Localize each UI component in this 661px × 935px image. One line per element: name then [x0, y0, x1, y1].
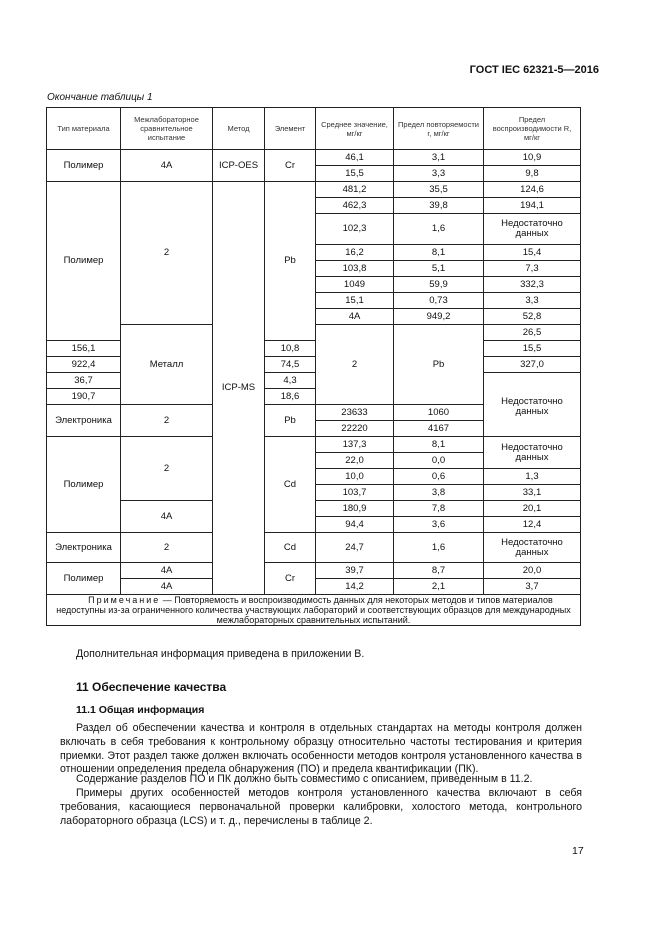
col-interlab-test: Межлабораторное сравнительное испытание	[121, 108, 213, 150]
R-cell: 1,3	[484, 469, 581, 485]
test-cell: 4A	[316, 309, 394, 325]
r-cell: 3,1	[394, 150, 484, 166]
R-cell: Недостаточно данных	[484, 214, 581, 245]
r-cell: 1,6	[394, 533, 484, 563]
col-method: Метод	[213, 108, 265, 150]
table-note-row	[47, 595, 581, 626]
note-text: — Повторяемость и воспроизводимость данных для некоторых методов и типов материалов недоступны из-за ограниченного количества участвующих лабораторий и соответствующих образцов для международных межлабораторных сравнительных испытаний.	[56, 595, 571, 625]
r-cell: 1,6	[394, 214, 484, 245]
R-cell: 10,9	[484, 150, 581, 166]
material-cell: Полимер	[47, 563, 121, 595]
test-cell: 2	[121, 182, 213, 325]
method-cell: ICP-MS	[213, 182, 265, 595]
element-cell: Pb	[265, 182, 316, 341]
col-element: Элемент	[265, 108, 316, 150]
R-cell: 332,3	[484, 277, 581, 293]
R-cell: Недостаточно данных	[484, 373, 581, 437]
r-cell: 7,8	[394, 501, 484, 517]
r-cell: 52,8	[484, 309, 581, 325]
test-cell: 2	[121, 533, 213, 563]
mean-cell: 180,9	[316, 501, 394, 517]
element-cell: Cd	[265, 437, 316, 533]
table-row	[47, 533, 581, 563]
r-cell: 0,73	[394, 293, 484, 309]
mean-cell: 22,0	[316, 453, 394, 469]
r-cell: 0,6	[394, 469, 484, 485]
r-cell: 3,8	[394, 485, 484, 501]
note-label: Примечание	[88, 595, 161, 605]
mean-cell: 15,1	[316, 293, 394, 309]
table-row	[47, 182, 581, 198]
r-cell: 74,5	[265, 357, 316, 373]
r-cell: 4,3	[265, 373, 316, 389]
test-cell: 4A	[121, 579, 213, 595]
r-cell: 8,7	[394, 563, 484, 579]
mean-cell: 462,3	[316, 198, 394, 214]
test-cell: 4A	[121, 150, 213, 182]
R-cell: Недостаточно данных	[484, 437, 581, 469]
mean-cell: 36,7	[47, 373, 121, 389]
table-row	[47, 437, 581, 453]
material-cell: Полимер	[47, 182, 121, 341]
col-mean-value: Среднее значение, мг/кг	[316, 108, 394, 150]
r-cell: 59,9	[394, 277, 484, 293]
material-cell: Металл	[121, 325, 213, 405]
mean-cell: 190,7	[47, 389, 121, 405]
mean-cell: 481,2	[316, 182, 394, 198]
mean-cell: 16,2	[316, 245, 394, 261]
element-cell: Cd	[265, 533, 316, 563]
table-caption: Окончание таблицы 1	[47, 92, 153, 103]
R-cell: 20,0	[484, 563, 581, 579]
material-cell: Полимер	[47, 150, 121, 182]
mean-cell: 137,3	[316, 437, 394, 453]
r-cell: 4167	[394, 421, 484, 437]
element-cell: Cr	[265, 150, 316, 182]
mean-cell: 10,0	[316, 469, 394, 485]
mean-cell: 949,2	[394, 309, 484, 325]
table-row	[47, 150, 581, 166]
mean-cell: 15,5	[316, 166, 394, 182]
mean-cell: 26,5	[484, 325, 581, 341]
mean-cell: 22220	[316, 421, 394, 437]
R-cell: 9,8	[484, 166, 581, 182]
mean-cell: 24,7	[316, 533, 394, 563]
R-cell: 15,5	[484, 341, 581, 357]
subsection-title: 11.1 Общая информация	[76, 704, 205, 716]
R-cell: 33,1	[484, 485, 581, 501]
mean-cell: 922,4	[47, 357, 121, 373]
section-title: 11 Обеспечение качества	[76, 680, 227, 694]
element-cell: Pb	[394, 325, 484, 405]
mean-cell: 14,2	[316, 579, 394, 595]
material-cell: Электроника	[47, 405, 121, 437]
method-cell: ICP-OES	[213, 150, 265, 182]
mean-cell: 39,7	[316, 563, 394, 579]
material-cell: Электроника	[47, 533, 121, 563]
R-cell: 194,1	[484, 198, 581, 214]
element-cell: Pb	[265, 405, 316, 437]
R-cell: 124,6	[484, 182, 581, 198]
r-cell: 3,3	[394, 166, 484, 182]
col-reproducibility: Предел воспроизводимости R, мг/кг	[484, 108, 581, 150]
mean-cell: 94,4	[316, 517, 394, 533]
material-cell: Полимер	[47, 437, 121, 533]
table-note	[47, 595, 581, 626]
col-material-type: Тип материала	[47, 108, 121, 150]
R-cell: 3,7	[484, 579, 581, 595]
mean-cell: 1049	[316, 277, 394, 293]
R-cell: 7,3	[484, 261, 581, 277]
mean-cell: 46,1	[316, 150, 394, 166]
mean-cell: 103,8	[316, 261, 394, 277]
mean-cell: 103,7	[316, 485, 394, 501]
results-table	[46, 107, 581, 626]
r-cell: 5,1	[394, 261, 484, 277]
R-cell: 327,0	[484, 357, 581, 373]
paragraph: Примеры других особенностей методов контроля установленного качества включают в себя требования, касающиеся первоначальной проверки калибровки, холостого метода, контрольного лабораторного образца (LCS) и т. д., перечислены в таблице 2.	[60, 787, 582, 827]
element-cell: Cr	[265, 563, 316, 595]
test-cell: 2	[316, 325, 394, 405]
r-cell: 10,8	[265, 341, 316, 357]
R-cell: 12,4	[484, 517, 581, 533]
test-cell: 2	[121, 437, 213, 501]
r-cell: 1060	[394, 405, 484, 421]
appendix-reference: Дополнительная информация приведена в приложении В.	[76, 648, 365, 660]
R-cell: 3,3	[484, 293, 581, 309]
test-cell: 2	[121, 405, 213, 437]
col-repeatability: Предел повторяемости r, мг/кг	[394, 108, 484, 150]
mean-cell: 23633	[316, 405, 394, 421]
r-cell: 0,0	[394, 453, 484, 469]
r-cell: 35,5	[394, 182, 484, 198]
table-header-row	[47, 108, 581, 150]
test-cell: 4A	[121, 563, 213, 579]
mean-cell: 102,3	[316, 214, 394, 245]
r-cell: 39,8	[394, 198, 484, 214]
standard-header: ГОСТ IEC 62321-5—2016	[469, 64, 599, 76]
r-cell: 18,6	[265, 389, 316, 405]
R-cell: Недостаточно данных	[484, 533, 581, 563]
page-number: 17	[572, 845, 584, 857]
mean-cell: 156,1	[47, 341, 121, 357]
test-cell: 4A	[121, 501, 213, 533]
R-cell: 15,4	[484, 245, 581, 261]
paragraph: Содержание разделов ПО и ПК должно быть совместимо с описанием, приведенным в 11.2.	[76, 773, 533, 785]
R-cell: 20,1	[484, 501, 581, 517]
r-cell: 8,1	[394, 437, 484, 453]
r-cell: 2,1	[394, 579, 484, 595]
r-cell: 3,6	[394, 517, 484, 533]
table-row	[47, 563, 581, 579]
paragraph: Раздел об обеспечении качества и контроля в отдельных стандартах на методы контроля должен включать в себя требования к контрольному образцу относительно частоты тестирования и критерия приемки. Этот раздел также должен включать особенности методов контроля установленного качества в отношении определения предела обнаружения (ПО) и предела квантификации (ПК).	[60, 722, 582, 776]
r-cell: 8,1	[394, 245, 484, 261]
